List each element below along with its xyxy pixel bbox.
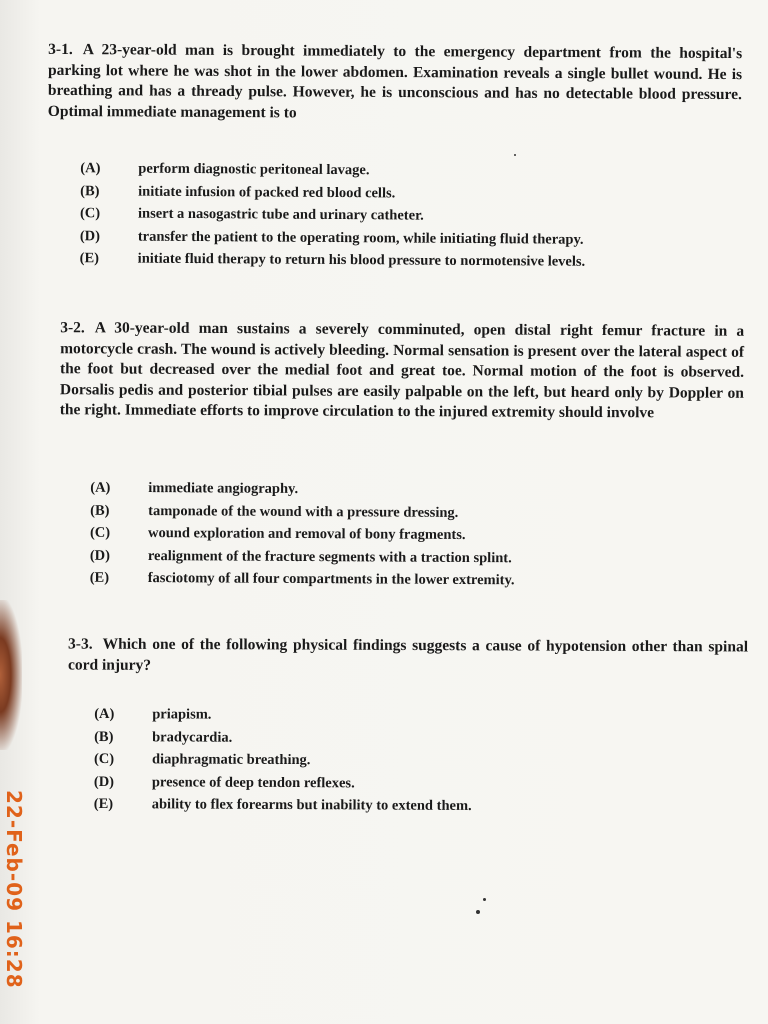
question-number: 3-1. (48, 40, 73, 59)
question-number: 3-2. (60, 319, 85, 337)
question-3-2 (60, 318, 745, 424)
option-c: (C) diaphragmatic breathing. (93, 751, 311, 769)
options-3-3 (94, 703, 473, 817)
scan-speck (476, 910, 480, 914)
question-3-3 (68, 635, 748, 679)
option-b: (B) bradycardia. (94, 728, 233, 746)
question-stem: A 30-year-old man sustains a severely comminuted, open distal right femur fracture in a motorcycle crash. The wound is actively bleeding. Normal sensation is present over the lateral aspect of the foot but decreased over the medial foot and great toe. Normal motion of the foot is observed. Dorsalis pedis and posterior tibial pulses are easily palpable on the left, but heard only by Doppler on the right. Immediate efforts to improve circulation to the injured extremity should involve (59, 319, 745, 422)
option-e: (E) initiate fluid therapy to return his blood pressure to normotensive levels. (79, 250, 586, 270)
options-3-1 (80, 157, 586, 273)
date-stamp: 22-Feb-09 16:28 (2, 790, 26, 989)
question-3-1 (48, 40, 742, 126)
option-a: (A) perform diagnostic peritoneal lavage. (80, 160, 370, 179)
option-a: (A) priapism. (94, 706, 212, 723)
option-c: (C) insert a nasogastric tube and urinary catheter. (79, 205, 424, 224)
option-b: (B) tamponade of the wound with a pressure dressing. (90, 502, 459, 521)
option-d: (D) realignment of the fracture segments with a traction splint. (89, 547, 512, 566)
finger-shadow (0, 600, 22, 750)
option-c: (C) wound exploration and removal of bony fragments. (89, 524, 466, 543)
option-a: (A) immediate angiography. (90, 479, 299, 497)
option-b: (B) initiate infusion of packed red blood cells. (80, 182, 396, 201)
question-number: 3-3. (68, 635, 93, 653)
option-e: (E) fasciotomy of all four compartments in the lower extremity. (89, 569, 515, 589)
option-d: (D) transfer the patient to the operating room, while initiating fluid therapy. (79, 227, 584, 248)
option-d: (D) presence of deep tendon reflexes. (93, 773, 355, 791)
scan-speck (514, 154, 516, 156)
question-stem: Which one of the following physical findings suggests a cause of hypotension other than spinal cord injury? (67, 635, 749, 674)
options-3-2 (90, 477, 516, 592)
question-stem: A 23-year-old man is brought immediately to the emergency department from the hospital's parking lot where he was shot in the lower abdomen. Examination reveals a single bullet wound. He is breathing and has a thready pulse. However, he is unconscious and has no detectable blood pressure. Optimal immediate management is to (47, 41, 743, 121)
option-e: (E) ability to flex forearms but inability to extend them. (93, 796, 472, 814)
scan-speck (483, 898, 486, 901)
